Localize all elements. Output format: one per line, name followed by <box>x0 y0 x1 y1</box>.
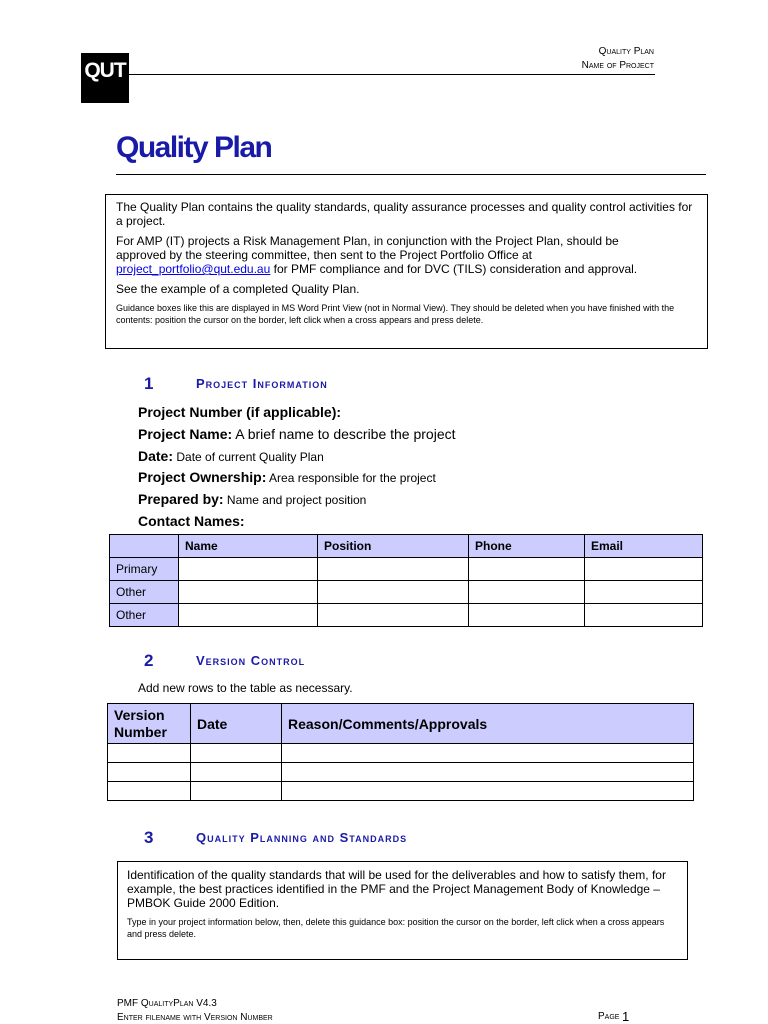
section2-title: Version Control <box>196 653 306 668</box>
footer-template-version: PMF QualityPlan V4.3 <box>117 998 217 1009</box>
date-label: Date: <box>138 448 174 464</box>
contact-row-label: Other <box>110 581 179 604</box>
portfolio-email-link[interactable]: project_portfolio@qut.edu.au <box>116 262 271 276</box>
date-value[interactable]: Date of current Quality Plan <box>173 450 324 464</box>
table-row <box>108 744 694 763</box>
table-cell[interactable] <box>191 763 282 782</box>
qut-logo: QUT <box>81 53 129 103</box>
ownership-label: Project Ownership: <box>138 469 267 485</box>
contact-header-blank <box>110 535 179 558</box>
table-cell[interactable] <box>318 581 469 604</box>
table-cell[interactable] <box>469 558 585 581</box>
intro-paragraph-1: The Quality Plan contains the quality standards, quality assurance processes and quality control activities for a project. <box>116 200 693 228</box>
table-cell[interactable] <box>108 744 191 763</box>
quality-guidance-note: Type in your project information below, then, delete this guidance box: position the cursor on the border, left click when a cross appears and press delete. <box>127 917 665 939</box>
version-header-number: Version Number <box>108 704 191 744</box>
intro-p2-after: for PMF compliance and for DVC (TILS) consideration and approval. <box>270 262 638 276</box>
table-cell[interactable] <box>179 581 318 604</box>
intro-paragraph-3: See the example of a completed Quality Plan. <box>116 282 360 296</box>
project-name-label: Project Name: <box>138 426 233 442</box>
prepared-by-field <box>138 491 366 507</box>
table-cell[interactable] <box>179 604 318 627</box>
table-cell[interactable] <box>108 763 191 782</box>
version-header-reason: Reason/Comments/Approvals <box>282 704 694 744</box>
contact-header-email: Email <box>585 535 703 558</box>
table-cell[interactable] <box>191 782 282 801</box>
table-row <box>108 763 694 782</box>
contact-names-label: Contact Names: <box>138 513 245 529</box>
title-rule <box>116 174 706 175</box>
project-name-field <box>138 426 456 442</box>
version-table <box>107 703 694 801</box>
quality-guidance-text: Identification of the quality standards that will be used for the deliverables and how to satisfy them, for example, the best practices identified in the PMF and the Project Management Body of Knowledge – PMBOK Guide 2000 Edition. <box>127 868 666 910</box>
contact-header-phone: Phone <box>469 535 585 558</box>
table-cell[interactable] <box>585 581 703 604</box>
table-cell[interactable] <box>585 604 703 627</box>
prepared-by-value[interactable]: Name and project position <box>223 493 367 507</box>
section2-number: 2 <box>144 651 154 670</box>
section1-number: 1 <box>144 374 154 393</box>
header-project-name: Name of Project <box>581 60 654 71</box>
table-cell[interactable] <box>469 581 585 604</box>
table-row <box>110 581 703 604</box>
quality-guidance-box[interactable] <box>117 861 688 960</box>
table-cell[interactable] <box>318 558 469 581</box>
version-note: Add new rows to the table as necessary. <box>138 681 353 695</box>
table-cell[interactable] <box>585 558 703 581</box>
footer-filename-hint: Enter filename with Version Number <box>117 1012 273 1023</box>
prepared-by-label: Prepared by: <box>138 491 224 507</box>
table-cell[interactable] <box>282 744 694 763</box>
ownership-field <box>138 469 436 485</box>
ownership-value[interactable]: Area responsible for the project <box>266 471 436 485</box>
section1-title: Project Information <box>196 376 328 391</box>
table-cell[interactable] <box>108 782 191 801</box>
project-number-field <box>138 404 341 420</box>
table-row <box>108 782 694 801</box>
table-cell[interactable] <box>282 763 694 782</box>
project-number-label: Project Number (if applicable): <box>138 404 342 420</box>
header-doc-type: Quality Plan <box>598 46 654 57</box>
contact-names-field <box>138 513 245 529</box>
contact-header-position: Position <box>318 535 469 558</box>
contact-header-name: Name <box>179 535 318 558</box>
footer-page-number: 1 <box>622 1009 630 1024</box>
section3-number: 3 <box>144 828 154 847</box>
version-header-date: Date <box>191 704 282 744</box>
table-cell[interactable] <box>179 558 318 581</box>
contact-row-label: Primary <box>110 558 179 581</box>
table-cell[interactable] <box>469 604 585 627</box>
project-name-value[interactable]: A brief name to describe the project <box>232 426 456 442</box>
table-row <box>110 604 703 627</box>
intro-p2-line2: approved by the steering committee, then sent to the Project Portfolio Office at <box>116 248 533 262</box>
intro-p2-line1: For AMP (IT) projects a Risk Management Plan, in conjunction with the Project Plan, should be <box>116 234 619 248</box>
table-cell[interactable] <box>282 782 694 801</box>
intro-guidance-box[interactable] <box>105 194 708 349</box>
date-field <box>138 448 324 464</box>
contact-row-label: Other <box>110 604 179 627</box>
page-title: Quality Plan <box>116 131 272 164</box>
intro-guidance-note: Guidance boxes like this are displayed in MS Word Print View (not in Normal View). They should be deleted when you have finished with the contents: position the cursor on the border, left click when a cross appears and press delete. <box>116 303 675 325</box>
table-cell[interactable] <box>191 744 282 763</box>
table-row <box>110 558 703 581</box>
table-cell[interactable] <box>318 604 469 627</box>
header-rule <box>128 74 655 75</box>
section3-title: Quality Planning and Standards <box>196 830 408 845</box>
intro-paragraph-2 <box>116 234 697 276</box>
contact-table <box>109 534 703 627</box>
footer-page-label: Page <box>598 1011 620 1022</box>
